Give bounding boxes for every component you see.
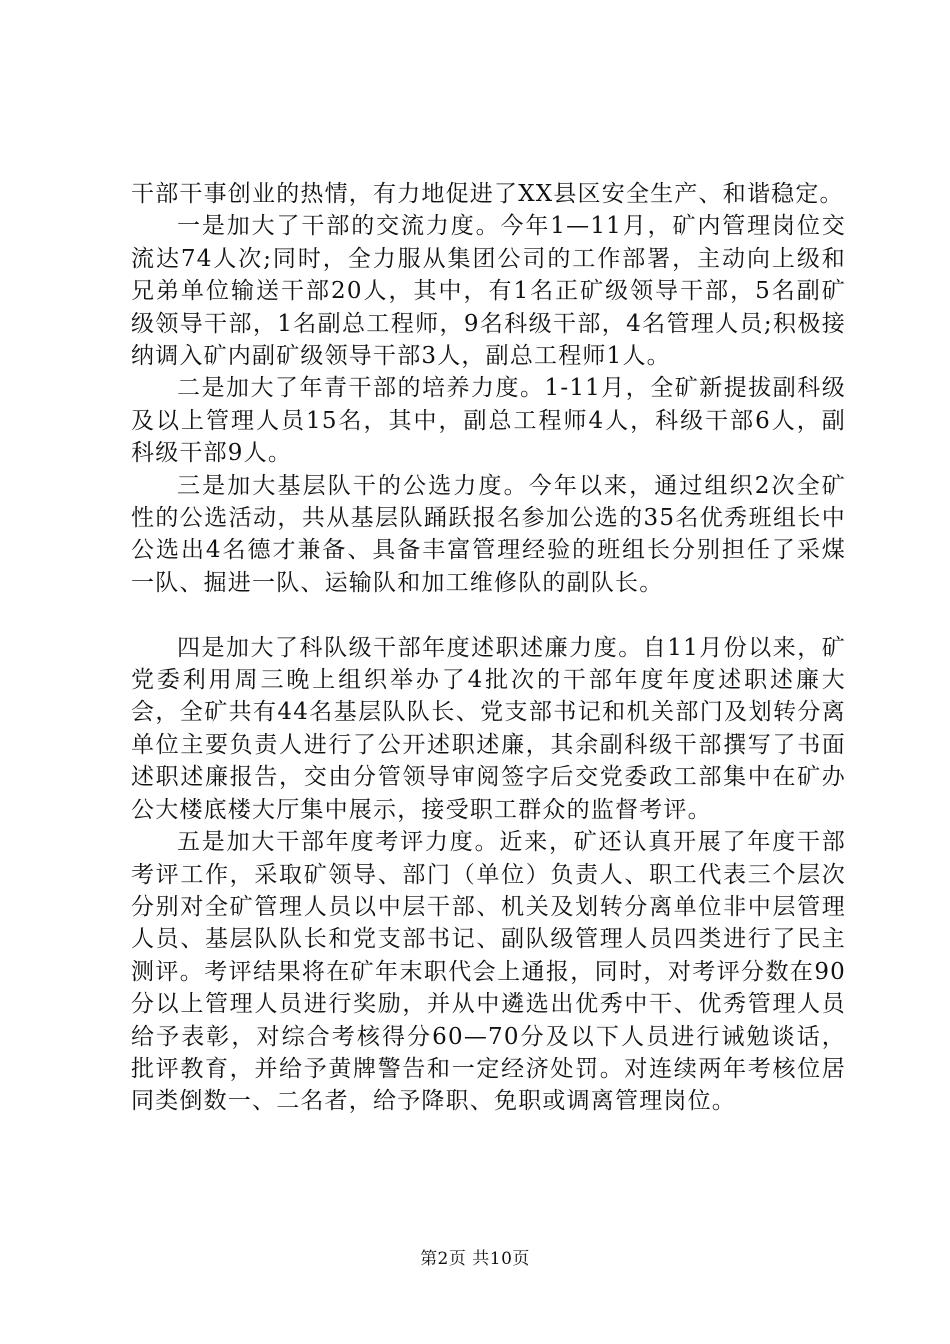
paragraph-annual-evaluation: 五是加大干部年度考评力度。近来，矿还认真开展了年度干部考评工作，采取矿领导、部门（单位）负责人、职工代表三个层次分别对全矿管理人员以中层干部、机关及划转分离单位非中层管理人员、基层队队长和党支部书记、副队级管理人员四类进行了民主测评。考评结果将在矿年末职代会上通报，同时，对考评分数在90分以上管理人员进行奖励，并从中遴选出优秀中干、优秀管理人员给予表彰，对综合考核得分60—70分及以下人员进行诫勉谈话，批评教育，并给予黄牌警告和一定经济处罚。对连续两年考核位居同类倒数一、二名者，给予降职、免职或调离管理岗位。 (131, 829, 846, 1115)
paragraph-continuation: 干部干事创业的热情，有力地促进了XX县区安全生产、和谐稳定。 (131, 181, 844, 207)
paragraph-spacer (131, 599, 846, 631)
paragraph-young-cadre-training: 二是加大了年青干部的培养力度。1-11月，全矿新提拔副科级及以上管理人员15名，其中，副总工程师4人，科级干部6人，副科级干部9人。 (131, 375, 846, 467)
paragraph-team-leader-selection: 三是加大基层队干的公选力度。今年以来，通过组织2次全矿性的公选活动，共从基层队踊跃报名参加公选的35名优秀班组长中公选出4名德才兼备、具备丰富管理经验的班组长分别担任了采煤一队、掘进一队、运输队和加工维修队的副队长。 (131, 472, 846, 596)
paragraph-annual-report: 四是加大了科队级干部年度述职述廉力度。自11月份以来，矿党委利用周三晚上组织举办了4批次的干部年度年度述职述廉大会，全矿共有44名基层队队长、党支部书记和机关部门及划转分离单位主要负责人进行了公开述职述廉，其余副科级干部撰写了书面述职述廉报告，交由分管领导审阅签字后交党委政工部集中在矿办公大楼底楼大厅集中展示，接受职工群众的监督考评。 (131, 634, 846, 823)
document-body (131, 178, 846, 1118)
paragraph-cadre-exchange: 一是加大了干部的交流力度。今年1—11月，矿内管理岗位交流达74人次;同时，全力服从集团公司的工作部署，主动向上级和兄弟单位输送干部20人，其中，有1名正矿级领导干部，5名副矿级领导干部，1名副总工程师，9名科级干部，4名管理人员;积极接纳调入矿内副矿级领导干部3人，副总工程师1人。 (131, 213, 846, 370)
page-number-footer: 第2页 共10页 (420, 1249, 530, 1269)
